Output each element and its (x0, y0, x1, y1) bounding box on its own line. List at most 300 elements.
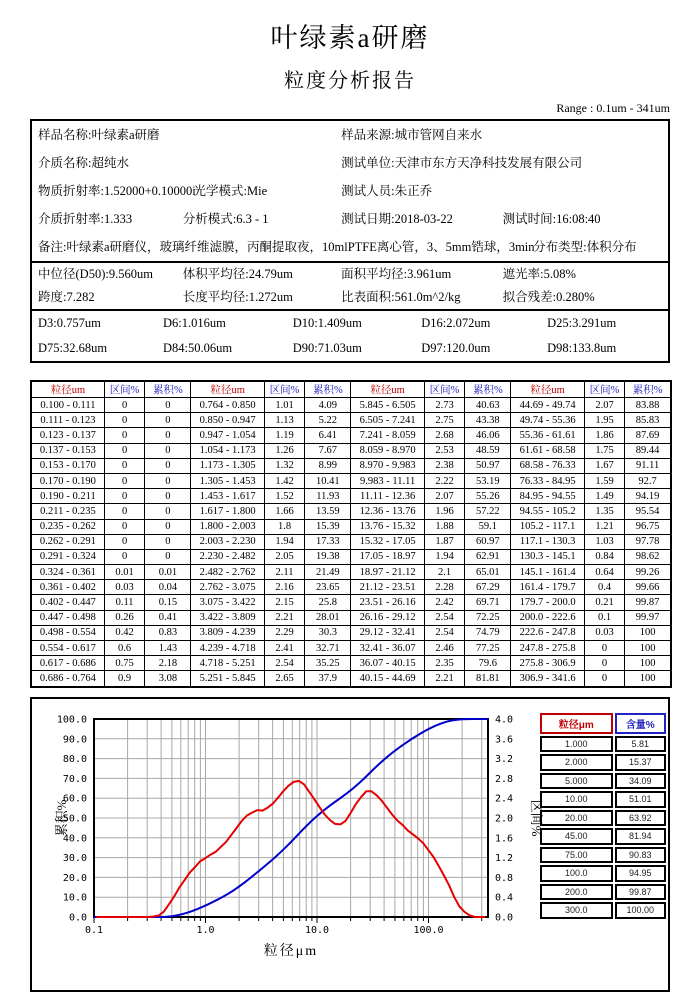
svg-text:20.0: 20.0 (62, 872, 87, 884)
table-cell: 13.76 - 15.32 (351, 519, 424, 534)
content-row (540, 828, 666, 845)
table-cell: 1.19 (264, 428, 304, 443)
table-cell: 0 (104, 458, 144, 473)
table-cell: 79.6 (465, 656, 511, 671)
table-cell: 84.95 - 94.55 (511, 489, 584, 504)
remark: 备注:叶绿素a研磨仪，玻璃纤维滤膜，丙酮提取夜，10mlPTFE离心管，3、5mm锆球，3min (38, 240, 535, 254)
table-cell: 0 (584, 671, 624, 687)
sample-source: 样品来源:城市管网自来水 (341, 128, 483, 142)
table-cell: 0.211 - 0.235 (31, 504, 104, 519)
content-row (540, 847, 666, 864)
content-row (540, 884, 666, 901)
content-cell: 1.000 (540, 736, 613, 753)
content-cell: 100.0 (540, 865, 613, 882)
content-cell: 300.0 (540, 902, 613, 919)
table-cell: 0 (145, 489, 191, 504)
content-cell: 34.09 (615, 773, 666, 790)
table-cell: 11.93 (305, 489, 351, 504)
table-cell: 1.66 (264, 504, 304, 519)
content-cell: 15.37 (615, 754, 666, 771)
table-cell: 1.03 (584, 534, 624, 549)
table-cell: 2.21 (424, 671, 464, 687)
table-cell: 17.05 - 18.97 (351, 549, 424, 564)
svg-text:60.0: 60.0 (62, 793, 87, 805)
content-cell: 200.0 (540, 884, 613, 901)
area-mean-diameter: 面积平均径:3.961um (341, 267, 452, 281)
table-cell: 17.33 (305, 534, 351, 549)
table-cell: 2.18 (145, 656, 191, 671)
table-cell: 2.73 (424, 398, 464, 413)
table-cell: 2.54 (424, 625, 464, 640)
table-cell: 4.718 - 5.251 (191, 656, 264, 671)
median-d50: 中位径(D50):9.560um (38, 267, 153, 281)
table-cell: 96.75 (625, 519, 671, 534)
table-cell: 1.42 (264, 473, 304, 488)
col-header-size: 粒径um (511, 381, 584, 398)
content-row (540, 773, 666, 790)
table-cell: 0 (145, 519, 191, 534)
table-row (31, 671, 671, 687)
content-cell: 10.00 (540, 791, 613, 808)
table-cell: 130.3 - 145.1 (511, 549, 584, 564)
right-axis-title: 区间% (529, 799, 544, 836)
table-cell: 0 (104, 428, 144, 443)
table-cell: 0.686 - 0.764 (31, 671, 104, 687)
table-cell: 1.96 (424, 504, 464, 519)
table-cell: 0.11 (104, 595, 144, 610)
table-cell: 1.52 (264, 489, 304, 504)
table-cell: 2.46 (424, 641, 464, 656)
col-header-cumulative: 累积% (145, 381, 191, 398)
content-cell: 5.81 (615, 736, 666, 753)
table-cell: 2.38 (424, 458, 464, 473)
table-cell: 23.65 (305, 580, 351, 595)
table-cell: 76.33 - 84.95 (511, 473, 584, 488)
table-cell: 0 (104, 504, 144, 519)
table-cell: 0.26 (104, 610, 144, 625)
table-cell: 40.15 - 44.69 (351, 671, 424, 687)
page-subtitle: 粒度分析报告 (284, 70, 416, 92)
table-cell: 1.43 (145, 641, 191, 656)
table-cell: 0.15 (145, 595, 191, 610)
table-row (31, 398, 671, 413)
table-cell: 2.1 (424, 565, 464, 580)
table-row (31, 549, 671, 564)
table-cell: 0 (145, 504, 191, 519)
table-cell: 43.38 (465, 413, 511, 428)
table-cell: 0 (145, 534, 191, 549)
content-row (540, 736, 666, 753)
table-cell: 0 (104, 519, 144, 534)
table-cell: 2.07 (424, 489, 464, 504)
info-row (32, 205, 668, 233)
table-cell: 1.88 (424, 519, 464, 534)
table-row (31, 565, 671, 580)
table-cell: 1.21 (584, 519, 624, 534)
table-cell: 5.845 - 6.505 (351, 398, 424, 413)
table-cell: 15.32 - 17.05 (351, 534, 424, 549)
table-cell: 19.38 (305, 549, 351, 564)
table-cell: 97.78 (625, 534, 671, 549)
table-cell: 53.19 (465, 473, 511, 488)
table-cell: 30.3 (305, 625, 351, 640)
table-cell: 18.97 - 21.12 (351, 565, 424, 580)
table-cell: 5.22 (305, 413, 351, 428)
info-row (32, 233, 668, 261)
table-cell: 2.35 (424, 656, 464, 671)
table-cell: 15.39 (305, 519, 351, 534)
table-cell: 3.08 (145, 671, 191, 687)
table-cell: 40.63 (465, 398, 511, 413)
table-cell: 247.8 - 275.8 (511, 641, 584, 656)
table-cell: 0.100 - 0.111 (31, 398, 104, 413)
info-section-sample (32, 121, 668, 261)
table-cell: 37.9 (305, 671, 351, 687)
table-cell: 29.12 - 32.41 (351, 625, 424, 640)
table-cell: 0.75 (104, 656, 144, 671)
info-row (32, 311, 668, 336)
table-cell: 35.25 (305, 656, 351, 671)
table-cell: 0.554 - 0.617 (31, 641, 104, 656)
specific-surface-area: 比表面积:561.0m^2/kg (341, 290, 461, 304)
table-row (31, 656, 671, 671)
table-cell: 28.01 (305, 610, 351, 625)
content-cell: 81.94 (615, 828, 666, 845)
table-cell: 2.16 (264, 580, 304, 595)
table-row (31, 625, 671, 640)
table-cell: 0.324 - 0.361 (31, 565, 104, 580)
table-row (31, 595, 671, 610)
test-person: 测试人员:朱正乔 (341, 184, 433, 198)
table-cell: 55.26 (465, 489, 511, 504)
table-cell: 50.97 (465, 458, 511, 473)
table-cell: 1.054 - 1.173 (191, 443, 264, 458)
table-cell: 67.29 (465, 580, 511, 595)
table-row (31, 413, 671, 428)
table-cell: 0.41 (145, 610, 191, 625)
table-cell: 306.9 - 341.6 (511, 671, 584, 687)
table-row (31, 504, 671, 519)
table-cell: 94.55 - 105.2 (511, 504, 584, 519)
table-cell: 59.1 (465, 519, 511, 534)
table-cell: 179.7 - 200.0 (511, 595, 584, 610)
test-date: 测试日期:2018-03-22 (341, 212, 453, 226)
table-cell: 12.36 - 13.76 (351, 504, 424, 519)
table-cell: 4.09 (305, 398, 351, 413)
content-cell: 90.83 (615, 847, 666, 864)
material-refractive-index: 物质折射率:1.52000+0.10000i (38, 184, 196, 198)
table-cell: 95.54 (625, 504, 671, 519)
table-cell: 0 (145, 458, 191, 473)
table-cell: 0 (104, 489, 144, 504)
table-row (31, 489, 671, 504)
table-cell: 1.49 (584, 489, 624, 504)
table-cell: 1.75 (584, 443, 624, 458)
table-cell: 0.947 - 1.054 (191, 428, 264, 443)
svg-text:4.0: 4.0 (495, 714, 514, 726)
table-cell: 62.91 (465, 549, 511, 564)
table-cell: 0.84 (584, 549, 624, 564)
svg-text:1.6: 1.6 (495, 832, 514, 844)
table-cell: 2.65 (264, 671, 304, 687)
table-cell: 2.29 (264, 625, 304, 640)
table-row (31, 458, 671, 473)
col-header-cumulative: 累积% (305, 381, 351, 398)
table-cell: 2.22 (424, 473, 464, 488)
length-mean-diameter: 长度平均径:1.272um (182, 290, 293, 304)
table-cell: 0 (584, 641, 624, 656)
svg-text:10.0: 10.0 (62, 892, 87, 904)
content-percentage-table (538, 711, 668, 921)
table-cell: 94.19 (625, 489, 671, 504)
info-row (32, 336, 668, 361)
svg-text:0.4: 0.4 (495, 892, 514, 904)
table-cell: 2.54 (424, 610, 464, 625)
svg-text:0.8: 0.8 (495, 872, 514, 884)
table-row (31, 428, 671, 443)
content-cell: 94.95 (615, 865, 666, 882)
table-cell: 36.07 - 40.15 (351, 656, 424, 671)
table-cell: 0.137 - 0.153 (31, 443, 104, 458)
table-cell: 91.11 (625, 458, 671, 473)
content-cell: 99.87 (615, 884, 666, 901)
svg-text:2.0: 2.0 (495, 813, 514, 825)
table-cell: 55.36 - 61.61 (511, 428, 584, 443)
table-cell: 0.111 - 0.123 (31, 413, 104, 428)
table-row (31, 534, 671, 549)
table-cell: 0 (104, 413, 144, 428)
table-cell: 77.25 (465, 641, 511, 656)
table-cell: 0.01 (104, 565, 144, 580)
table-cell: 1.26 (264, 443, 304, 458)
content-row (540, 865, 666, 882)
table-cell: 100 (625, 671, 671, 687)
svg-text:50.0: 50.0 (62, 813, 87, 825)
table-cell: 89.44 (625, 443, 671, 458)
table-cell: 100 (625, 656, 671, 671)
table-cell: 2.28 (424, 580, 464, 595)
table-cell: 2.15 (264, 595, 304, 610)
table-cell: 1.59 (584, 473, 624, 488)
content-row (540, 791, 666, 808)
svg-text:30.0: 30.0 (62, 852, 87, 864)
table-cell: 2.75 (424, 413, 464, 428)
table-cell: 0 (145, 398, 191, 413)
table-cell: 0.03 (584, 625, 624, 640)
table-cell: 1.86 (584, 428, 624, 443)
distribution-type: 分布类型:体积分布 (533, 240, 637, 254)
table-cell: 0.64 (584, 565, 624, 580)
table-cell: 87.69 (625, 428, 671, 443)
table-cell: 60.97 (465, 534, 511, 549)
table-cell: 2.003 - 2.230 (191, 534, 264, 549)
svg-text:2.4: 2.4 (495, 793, 514, 805)
table-cell: 0.4 (584, 580, 624, 595)
table-cell: 10.41 (305, 473, 351, 488)
table-cell: 13.59 (305, 504, 351, 519)
table-cell: 0 (104, 534, 144, 549)
table-cell: 21.49 (305, 565, 351, 580)
table-cell: 0.1 (584, 610, 624, 625)
content-cell: 20.00 (540, 810, 613, 827)
table-cell: 69.71 (465, 595, 511, 610)
d-value-d25: D25:3.291um (547, 316, 617, 330)
table-cell: 2.762 - 3.075 (191, 580, 264, 595)
table-cell: 99.97 (625, 610, 671, 625)
table-cell: 2.07 (584, 398, 624, 413)
svg-text:3.6: 3.6 (495, 733, 514, 745)
table-row (31, 580, 671, 595)
table-cell: 2.230 - 2.482 (191, 549, 264, 564)
info-row (32, 121, 668, 149)
d-value-d97: D97:120.0um (421, 341, 491, 355)
table-cell: 99.87 (625, 595, 671, 610)
col-header-cumulative: 累积% (465, 381, 511, 398)
volume-mean-diameter: 体积平均径:24.79um (182, 267, 293, 281)
content-cell: 75.00 (540, 847, 613, 864)
content-col-header-pct: 含量% (615, 713, 666, 734)
table-cell: 0 (104, 473, 144, 488)
table-cell: 1.94 (264, 534, 304, 549)
content-cell: 100.00 (615, 902, 666, 919)
table-cell: 8.970 - 9.983 (351, 458, 424, 473)
table-cell: 32.71 (305, 641, 351, 656)
table-cell: 1.95 (584, 413, 624, 428)
content-cell: 51.01 (615, 791, 666, 808)
table-cell: 0.6 (104, 641, 144, 656)
test-time: 测试时间:16:08:40 (502, 212, 601, 226)
table-cell: 1.67 (584, 458, 624, 473)
table-cell: 1.173 - 1.305 (191, 458, 264, 473)
table-cell: 2.482 - 2.762 (191, 565, 264, 580)
table-cell: 1.305 - 1.453 (191, 473, 264, 488)
svg-text:1.0: 1.0 (196, 924, 215, 936)
table-cell: 2.42 (424, 595, 464, 610)
svg-text:1.2: 1.2 (495, 852, 514, 864)
content-row (540, 810, 666, 827)
table-cell: 83.88 (625, 398, 671, 413)
table-cell: 4.239 - 4.718 (191, 641, 264, 656)
table-cell: 0 (104, 549, 144, 564)
table-cell: 57.22 (465, 504, 511, 519)
table-cell: 0.9 (104, 671, 144, 687)
table-cell: 23.51 - 26.16 (351, 595, 424, 610)
table-cell: 0.498 - 0.554 (31, 625, 104, 640)
table-cell: 1.800 - 2.003 (191, 519, 264, 534)
table-cell: 0.291 - 0.324 (31, 549, 104, 564)
table-cell: 68.58 - 76.33 (511, 458, 584, 473)
table-cell: 0.190 - 0.211 (31, 489, 104, 504)
table-cell: 9.983 - 11.11 (351, 473, 424, 488)
table-cell: 21.12 - 23.51 (351, 580, 424, 595)
info-section-statistics (32, 261, 668, 309)
table-cell: 3.809 - 4.239 (191, 625, 264, 640)
table-cell: 5.251 - 5.845 (191, 671, 264, 687)
svg-text:40.0: 40.0 (62, 832, 87, 844)
table-cell: 0 (145, 443, 191, 458)
content-row (540, 754, 666, 771)
d-value-d3: D3:0.757um (38, 316, 101, 330)
table-cell: 222.6 - 247.8 (511, 625, 584, 640)
table-cell: 0.03 (104, 580, 144, 595)
table-cell: 2.53 (424, 443, 464, 458)
svg-text:10.0: 10.0 (304, 924, 330, 936)
table-cell: 1.35 (584, 504, 624, 519)
d-value-d90: D90:71.03um (292, 341, 362, 355)
svg-text:0.0: 0.0 (495, 912, 514, 924)
table-cell: 275.8 - 306.9 (511, 656, 584, 671)
svg-text:80.0: 80.0 (62, 753, 87, 765)
table-cell: 0.123 - 0.137 (31, 428, 104, 443)
table-cell: 1.13 (264, 413, 304, 428)
table-row (31, 641, 671, 656)
col-header-interval: 区间% (424, 381, 464, 398)
d-value-d98: D98:133.8um (547, 341, 617, 355)
table-cell: 6.505 - 7.241 (351, 413, 424, 428)
table-cell: 1.01 (264, 398, 304, 413)
table-cell: 32.41 - 36.07 (351, 641, 424, 656)
content-cell: 63.92 (615, 810, 666, 827)
table-cell: 3.075 - 3.422 (191, 595, 264, 610)
content-table-header (540, 713, 666, 734)
table-cell: 0.04 (145, 580, 191, 595)
col-header-size: 粒径um (191, 381, 264, 398)
table-cell: 1.94 (424, 549, 464, 564)
medium-refractive-index: 介质折射率:1.333 (38, 212, 133, 226)
table-cell: 0.21 (584, 595, 624, 610)
table-cell: 105.2 - 117.1 (511, 519, 584, 534)
svg-text:90.0: 90.0 (62, 733, 87, 745)
table-cell: 25.8 (305, 595, 351, 610)
table-cell: 65.01 (465, 565, 511, 580)
table-cell: 92.7 (625, 473, 671, 488)
table-cell: 145.1 - 161.4 (511, 565, 584, 580)
d-value-d10: D10:1.409um (292, 316, 362, 330)
d-value-d16: D16:2.072um (421, 316, 491, 330)
table-row (31, 443, 671, 458)
table-cell: 99.66 (625, 580, 671, 595)
table-cell: 0.764 - 0.850 (191, 398, 264, 413)
table-cell: 2.68 (424, 428, 464, 443)
table-cell: 0 (104, 398, 144, 413)
table-header-row (31, 381, 671, 398)
content-row (540, 902, 666, 919)
test-unit: 测试单位:天津市东方天净科技发展有限公司 (341, 156, 583, 170)
table-cell: 0 (145, 473, 191, 488)
content-col-header-size: 粒径μm (540, 713, 613, 734)
info-row (32, 286, 668, 309)
table-cell: 49.74 - 55.36 (511, 413, 584, 428)
table-cell: 100 (625, 641, 671, 656)
x-axis-title: 粒径μm (263, 943, 319, 959)
table-cell: 0.361 - 0.402 (31, 580, 104, 595)
table-row (31, 519, 671, 534)
table-cell: 2.05 (264, 549, 304, 564)
table-cell: 0.850 - 0.947 (191, 413, 264, 428)
info-row (32, 263, 668, 286)
table-cell: 26.16 - 29.12 (351, 610, 424, 625)
table-cell: 98.62 (625, 549, 671, 564)
table-cell: 100 (625, 625, 671, 640)
table-cell: 0.01 (145, 565, 191, 580)
content-cell: 5.000 (540, 773, 613, 790)
svg-text:0.0: 0.0 (68, 912, 87, 924)
table-cell: 2.21 (264, 610, 304, 625)
table-cell: 0 (584, 656, 624, 671)
left-axis-title: 累积% (54, 799, 69, 836)
col-header-size: 粒径um (351, 381, 424, 398)
table-cell: 81.81 (465, 671, 511, 687)
